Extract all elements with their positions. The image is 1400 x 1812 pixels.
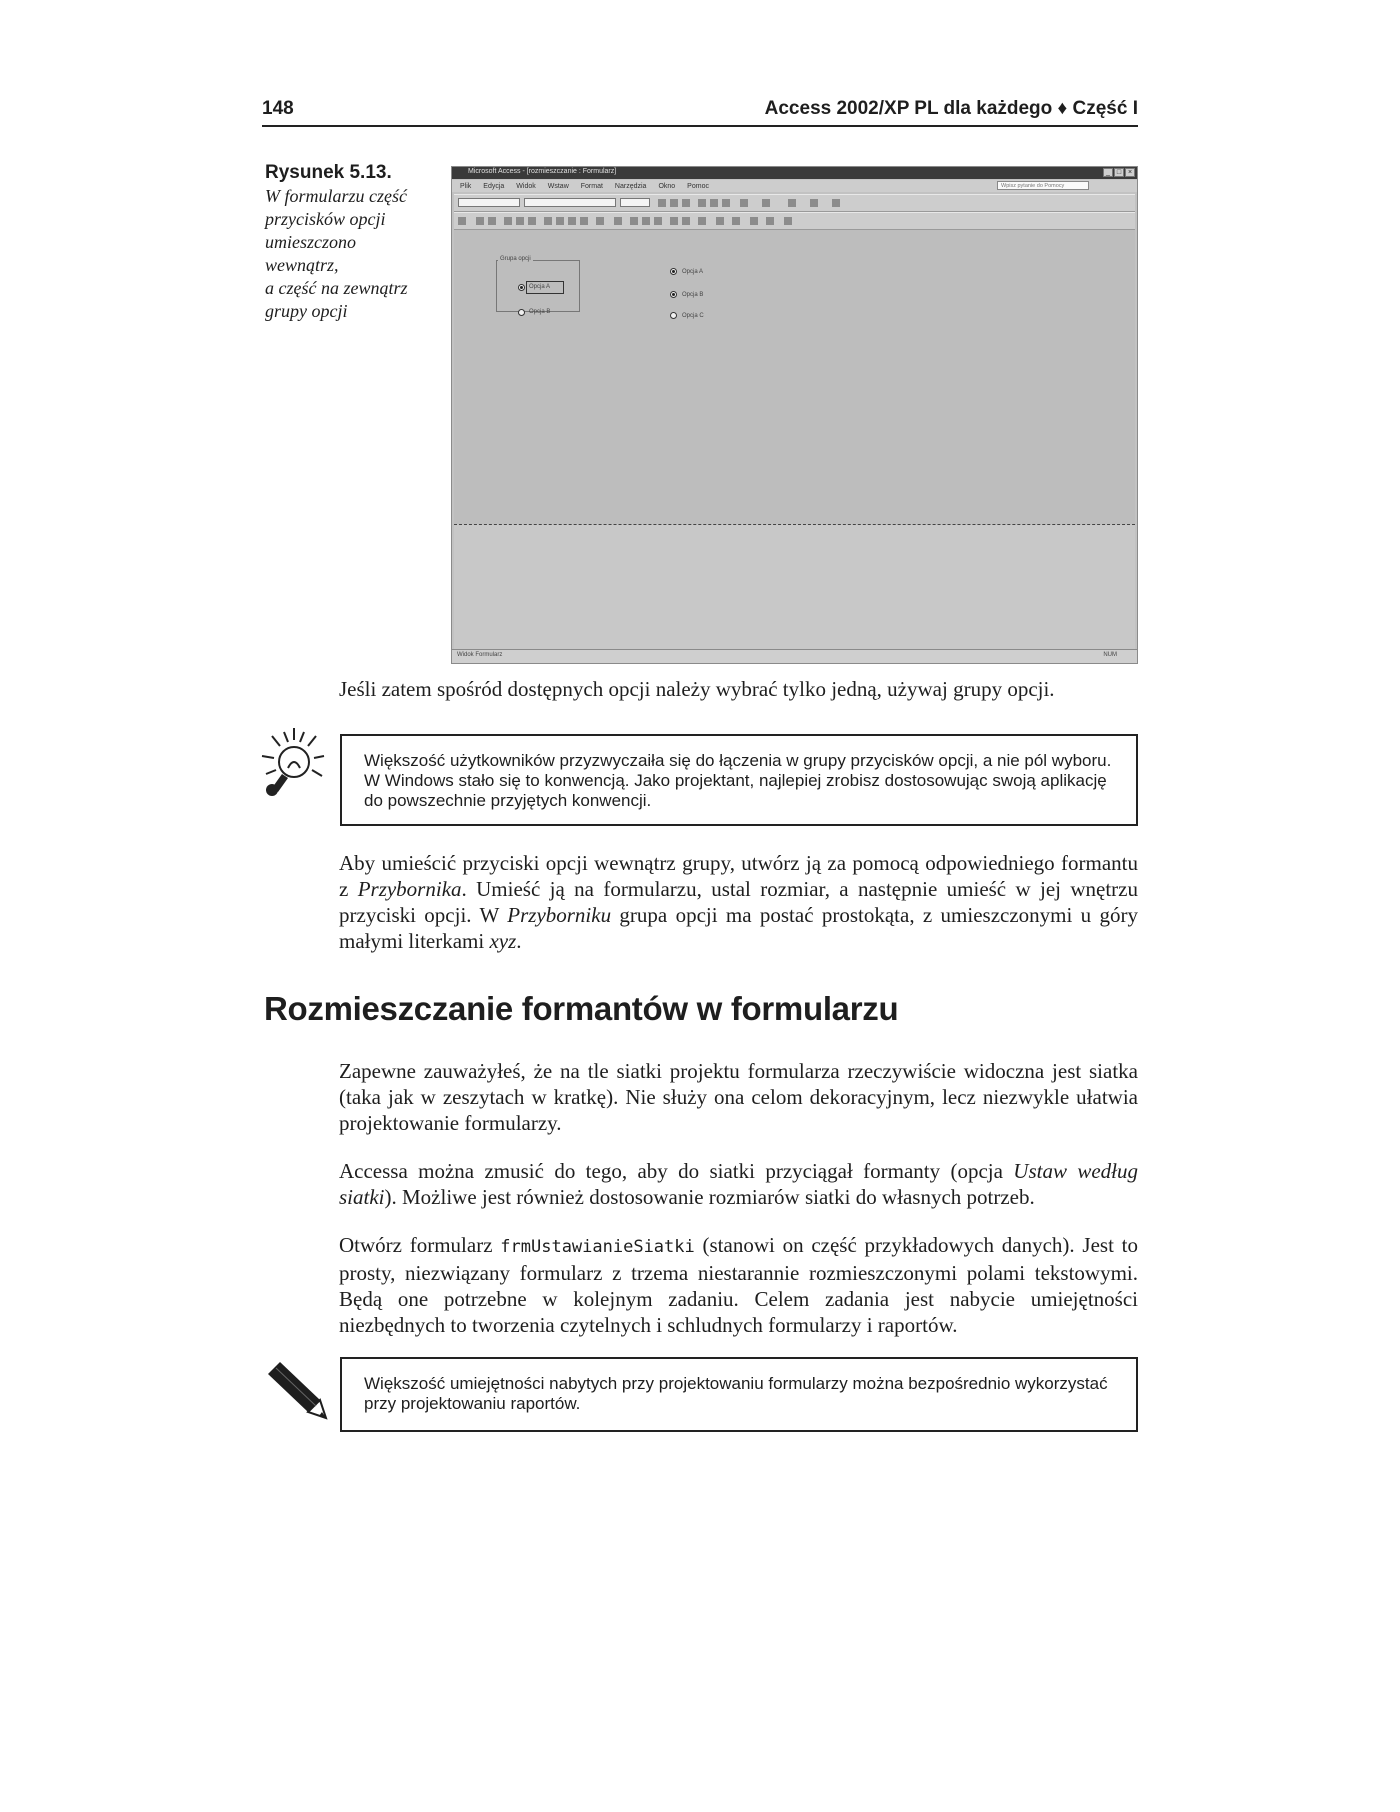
database-window-icon[interactable] [716,217,724,225]
option-radio[interactable] [670,268,677,275]
field-list-icon[interactable] [630,217,638,225]
border-icon[interactable] [810,199,818,207]
form-design-area[interactable] [454,230,1135,524]
text-run: Otwórz formularz [339,1233,501,1257]
build-icon[interactable] [698,217,706,225]
preview-icon[interactable] [516,217,524,225]
emphasis: xyz [489,929,517,953]
caption-line: umieszczono [265,232,356,252]
option-label: Opcja C [682,313,704,319]
align-right-icon[interactable] [722,199,730,207]
print-icon[interactable] [504,217,512,225]
caption-line: wewnątrz, [265,255,339,275]
save-icon[interactable] [476,217,484,225]
caption-line: grupy opcji [265,301,348,321]
emphasis: Ustaw według siatki [339,1159,1138,1209]
body-paragraph [339,1232,1138,1338]
maximize-icon[interactable]: □ [1114,168,1124,177]
search-icon[interactable] [488,217,496,225]
menu-item[interactable]: Pomoc [687,182,709,190]
menu-item[interactable]: Edycja [483,182,505,190]
bold-icon[interactable] [658,199,666,207]
empty-form-area [454,525,1135,649]
window-titlebar [452,167,1137,179]
text-run: grupa opcji ma postać prostokąta, z umieszczonymi u góry małymi literkami [339,903,1138,953]
align-left-icon[interactable] [698,199,706,207]
emphasis: Przyborniku [507,903,612,927]
pencil-icon [264,1360,330,1420]
option-label: Opcja B [529,309,551,315]
text-run: . [516,929,522,953]
lightbulb-icon [258,726,328,798]
hyperlink-icon[interactable] [614,217,622,225]
toolbox-icon[interactable] [642,217,650,225]
header-rule [262,125,1138,127]
align-center-icon[interactable] [710,199,718,207]
code-icon[interactable] [670,217,678,225]
menu-item[interactable]: Narzędzia [614,182,647,190]
help-icon[interactable] [750,217,758,225]
special-effect-icon[interactable] [832,199,840,207]
text-run: Aby umieścić przyciski opcji wewnątrz grupy, utwórz ją za pomocą odpowiedniego formantu z [339,851,1138,901]
figure-label: Rysunek 5.13. [265,162,392,183]
text-run: . Umieść ją na formularzu, ustal rozmiar, a następnie umieść w jej wnętrzu przyciski opcji. W [339,877,1138,927]
menu-item[interactable]: Wstaw [547,182,569,190]
font-color-icon[interactable] [762,199,770,207]
menu-item[interactable]: Okno [658,182,676,190]
menu-item[interactable]: Widok [516,182,536,190]
code-text: frmUstawianieSiatki [500,1237,695,1257]
body-paragraph [339,1158,1138,1210]
font-combo[interactable] [524,198,616,207]
grid-icon[interactable] [766,217,774,225]
figure-description [265,185,430,323]
size-combo[interactable] [620,198,650,207]
option-label: Opcja A [529,284,551,290]
spelling-icon[interactable] [528,217,536,225]
view-icon[interactable] [458,217,466,225]
autoformat-icon[interactable] [654,217,662,225]
menu-item[interactable]: Plik [460,182,472,190]
text-run: Accessa można zmusić do tego, aby do siatki przyciągał formanty (opcja [339,1159,1014,1183]
page-number: 148 [262,98,294,119]
option-radio[interactable] [670,312,677,319]
form-design-toolbar [454,212,1135,230]
section-heading: Rozmieszczanie formantów w formularzu [264,990,899,1027]
option-radio[interactable] [518,284,525,291]
body-paragraph: Zapewne zauważyłeś, że na tle siatki projektu formularza rzeczywiście widoczna jest siatka (taka jak w zeszytach w kratkę). Nie służy ona celom dekoracyjnym, lecz niezwykle ułatwia projektowanie formularzy. [339,1059,1138,1135]
option-label: Opcja B [682,292,704,298]
underline-icon[interactable] [682,199,690,207]
body-paragraph: Jeśli zatem spośród dostępnych opcji należy wybrać tylko jedną, używaj grupy opcji. [339,677,1055,701]
paste-icon[interactable] [568,217,576,225]
emphasis: Przybornika [357,877,462,901]
properties-icon[interactable] [682,217,690,225]
figure-screenshot [451,166,1138,664]
body-paragraph [339,850,1138,954]
tip-box: Większość użytkowników przyzwyczaiła się do łączenia w grupy przycisków opcji, a nie pól wyboru. W Windows stało się to konwencją. Jako projektant, najlepiej zrobisz dostosowując swoją aplikację do powszechnie przyjętych konwencji. [340,734,1138,826]
note-box: Większość umiejętności nabytych przy projektowaniu formularzy można bezpośrednio wykorzystać przy projektowaniu raportów. [340,1357,1138,1432]
option-group-label: Grupa opcji [500,256,531,262]
option-radio[interactable] [518,309,525,316]
text-run: (stanowi on część przykładowych danych). Jest to prosty, niezwiązany formularz z trzema niestarannie rozmieszczonymi polami tekstowymi. Będą one potrzebne w kolejnym zadaniu. Celem zadania jest nabycie umiejętności niezbędnych to tworzenia czytelnych i schludnych formularzy i raportów. [339,1233,1138,1337]
line-color-icon[interactable] [788,199,796,207]
figure-caption [265,162,430,323]
status-right: NUM [1103,652,1117,658]
undo-icon[interactable] [596,217,604,225]
cut-icon[interactable] [544,217,552,225]
help-search-input[interactable]: Wpisz pytanie do Pomocy [997,181,1089,190]
option-label: Opcja A [682,269,704,275]
text-run: ). Możliwe jest również dostosowanie rozmiarów siatki do własnych potrzeb. [384,1185,1035,1209]
caption-line: przycisków opcji [265,209,386,229]
fill-color-icon[interactable] [740,199,748,207]
formatting-toolbar [454,194,1135,212]
caption-line: a część na zewnątrz [265,278,408,298]
running-title: Access 2002/XP PL dla każdego ♦ Część I [764,98,1138,119]
format-painter-icon[interactable] [580,217,588,225]
window-icon[interactable] [784,217,792,225]
status-left: Widok Formularz [457,652,503,658]
caption-line: W formularzu część [265,186,407,206]
close-icon[interactable]: × [1125,168,1135,177]
minimize-icon[interactable]: _ [1103,168,1113,177]
window-title: Microsoft Access - [rozmieszczanie : Formularz] [468,168,617,175]
window-controls [1103,168,1135,177]
copy-icon[interactable] [556,217,564,225]
option-radio[interactable] [670,291,677,298]
new-object-icon[interactable] [732,217,740,225]
object-combo[interactable] [458,198,520,207]
italic-icon[interactable] [670,199,678,207]
menu-item[interactable]: Format [580,182,603,190]
status-bar [452,649,1137,663]
